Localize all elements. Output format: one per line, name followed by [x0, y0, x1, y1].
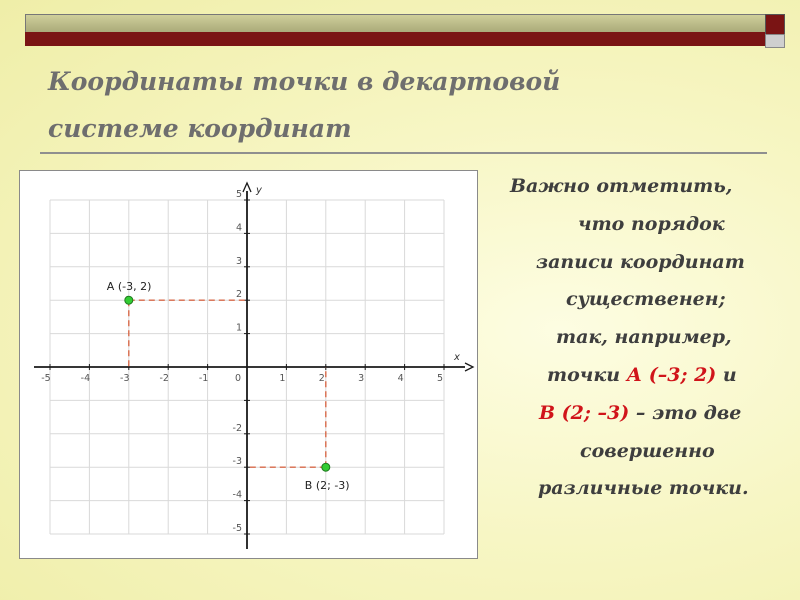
y-axis-arrow	[243, 183, 251, 192]
note-line-2: что порядок	[578, 212, 725, 235]
title-line-1: Координаты точки в декартовой	[48, 67, 561, 96]
note-line-5	[492, 319, 792, 357]
coordinate-plane	[20, 171, 477, 558]
note-line-1: Важно отметить,	[510, 175, 733, 197]
y-tick-label: 4	[235, 222, 242, 234]
point-b-label: B (2; -3)	[304, 479, 350, 493]
x-tick-label: 1	[279, 373, 286, 384]
point-a	[125, 296, 133, 304]
title-line-2: системе координат	[48, 114, 352, 143]
top-decor-stripe	[25, 32, 765, 46]
x-tick-label: -3	[120, 373, 130, 384]
x-tick-label: 0	[234, 373, 242, 384]
explanation-text	[492, 168, 792, 508]
x-axis-arrow	[465, 363, 473, 371]
note-line-6-post: и	[722, 363, 737, 386]
x-tick-label: 3	[358, 373, 365, 384]
note-line-6-pre: точки	[547, 363, 621, 386]
title-divider	[40, 152, 767, 154]
y-tick-label: -4	[232, 489, 242, 501]
note-line-3: записи координат	[536, 250, 745, 273]
note-line-6	[492, 357, 792, 395]
note-line-9: различные точки.	[538, 477, 749, 500]
y-tick-label: -5	[232, 523, 242, 534]
corner-decor-dark	[765, 14, 785, 36]
y-tick-label: 3	[235, 255, 242, 267]
y-tick-label: 1	[235, 322, 242, 334]
point-b	[322, 463, 330, 471]
note-line-8: совершенно	[580, 439, 715, 462]
x-tick-label: 5	[436, 373, 444, 384]
point-b-ref: В (2; –3)	[539, 401, 630, 424]
top-decor-bar	[25, 14, 767, 34]
y-tick-label: -2	[232, 422, 242, 434]
x-axis-label: x	[454, 352, 460, 363]
point-a-label: A (-3, 2)	[106, 280, 152, 294]
x-tick-label: 2	[318, 373, 325, 384]
y-tick-label: 2	[235, 289, 242, 301]
x-tick-label: 4	[397, 373, 404, 384]
coordinate-plane-frame	[19, 170, 478, 559]
point-a-ref: А (–3; 2)	[626, 363, 717, 386]
note-line-4: существенен;	[566, 288, 726, 311]
x-tick-label: -4	[80, 373, 91, 384]
slide-title	[48, 58, 728, 152]
x-tick-label: -5	[41, 373, 51, 384]
note-line-5-text: так, например,	[556, 326, 732, 349]
y-tick-label: -3	[232, 456, 242, 468]
x-tick-label: -2	[159, 373, 169, 384]
corner-decor-light	[765, 34, 785, 48]
x-tick-label: -1	[198, 373, 209, 384]
y-tick-label: 5	[235, 189, 242, 200]
note-line-7	[492, 395, 792, 433]
note-line-7-post: – это две	[635, 401, 742, 424]
y-axis-label: y	[256, 185, 262, 196]
